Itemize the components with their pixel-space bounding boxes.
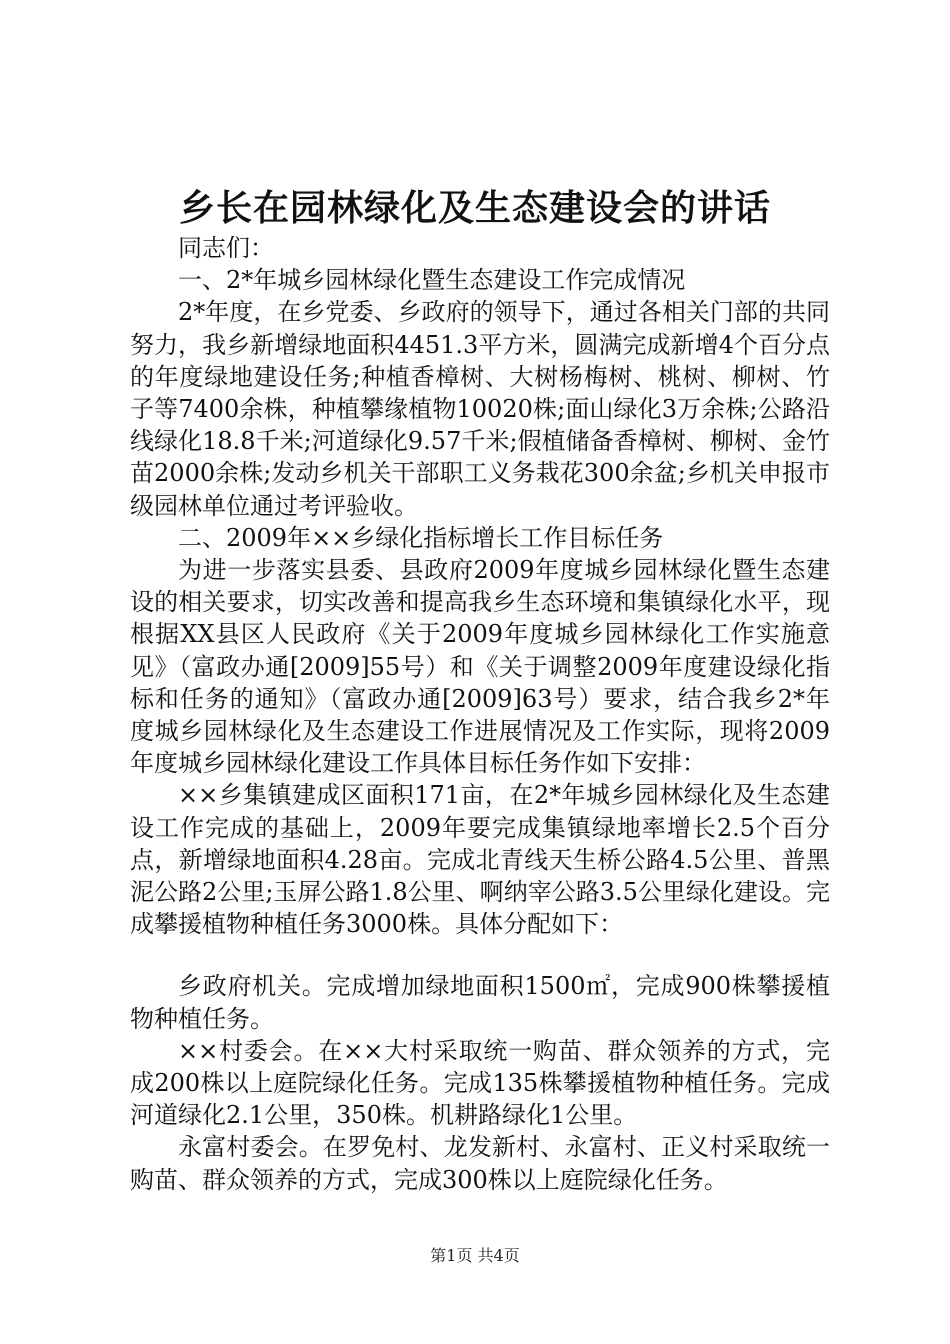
- document-title: 乡长在园林绿化及生态建设会的讲话: [178, 187, 771, 229]
- paragraph: 乡政府机关。完成增加绿地面积1500㎡，完成900株攀援植物种植任务。: [130, 972, 830, 1033]
- paragraph: ××乡集镇建成区面积171亩，在2*年城乡园林绿化及生态建设工作完成的基础上，2009年要完成集镇绿地率增长2.5个百分点，新增绿地面积4.28亩。完成北青线天生桥公路4.5公里、普黑泥公路2公里;玉屏公路1.8公里、啊纳宰公路3.5公里绿化建设。完成攀援植物种植任务3000株。具体分配如下：: [130, 781, 830, 939]
- section-heading-2: 二、2009年××乡绿化指标增长工作目标任务: [178, 523, 664, 552]
- paragraph: ××村委会。在××大村采取统一购苗、群众领养的方式，完成200株以上庭院绿化任务。完成135株攀援植物种植任务。完成河道绿化2.1公里，350株。机耕路绿化1公里。: [130, 1036, 830, 1130]
- paragraph: 永富村委会。在罗免村、龙发新村、永富村、正义村采取统一购苗、群众领养的方式，完成300株以上庭院绿化任务。: [130, 1133, 830, 1194]
- document-body: [130, 232, 830, 1196]
- section-heading-1: 一、2*年城乡园林绿化暨生态建设工作完成情况: [178, 266, 686, 295]
- paragraph: 为进一步落实县委、县政府2009年度城乡园林绿化暨生态建设的相关要求，切实改善和提高我乡生态环境和集镇绿化水平，现根据XX县区人民政府《关于2009年度城乡园林绿化工作实施意见》（富政办通[2009]55号）和《关于调整2009年度建设绿化指标和任务的通知》（富政办通[2009]63号）要求，结合我乡2*年度城乡园林绿化及生态建设工作进展情况及工作实际，现将2009年度城乡园林绿化建设工作具体目标任务作如下安排：: [130, 556, 830, 778]
- paragraph: 2*年度，在乡党委、乡政府的领导下，通过各相关门部的共同努力，我乡新增绿地面积4451.3平方米，圆满完成新增4个百分点的年度绿地建设任务;种植香樟树、大树杨梅树、桃树、柳树、竹子等7400余株，种植攀缘植物10020株;面山绿化3万余株;公路沿线绿化18.8千米;河道绿化9.57千米;假植储备香樟树、柳树、金竹苗2000余株;发动乡机关干部职工义务栽花300余盆;乡机关申报市级园林单位通过考评验收。: [130, 298, 830, 520]
- page-number-footer: 第1页 共4页: [430, 1246, 520, 1265]
- salutation: 同志们：: [178, 234, 274, 262]
- blank-line: [130, 940, 830, 970]
